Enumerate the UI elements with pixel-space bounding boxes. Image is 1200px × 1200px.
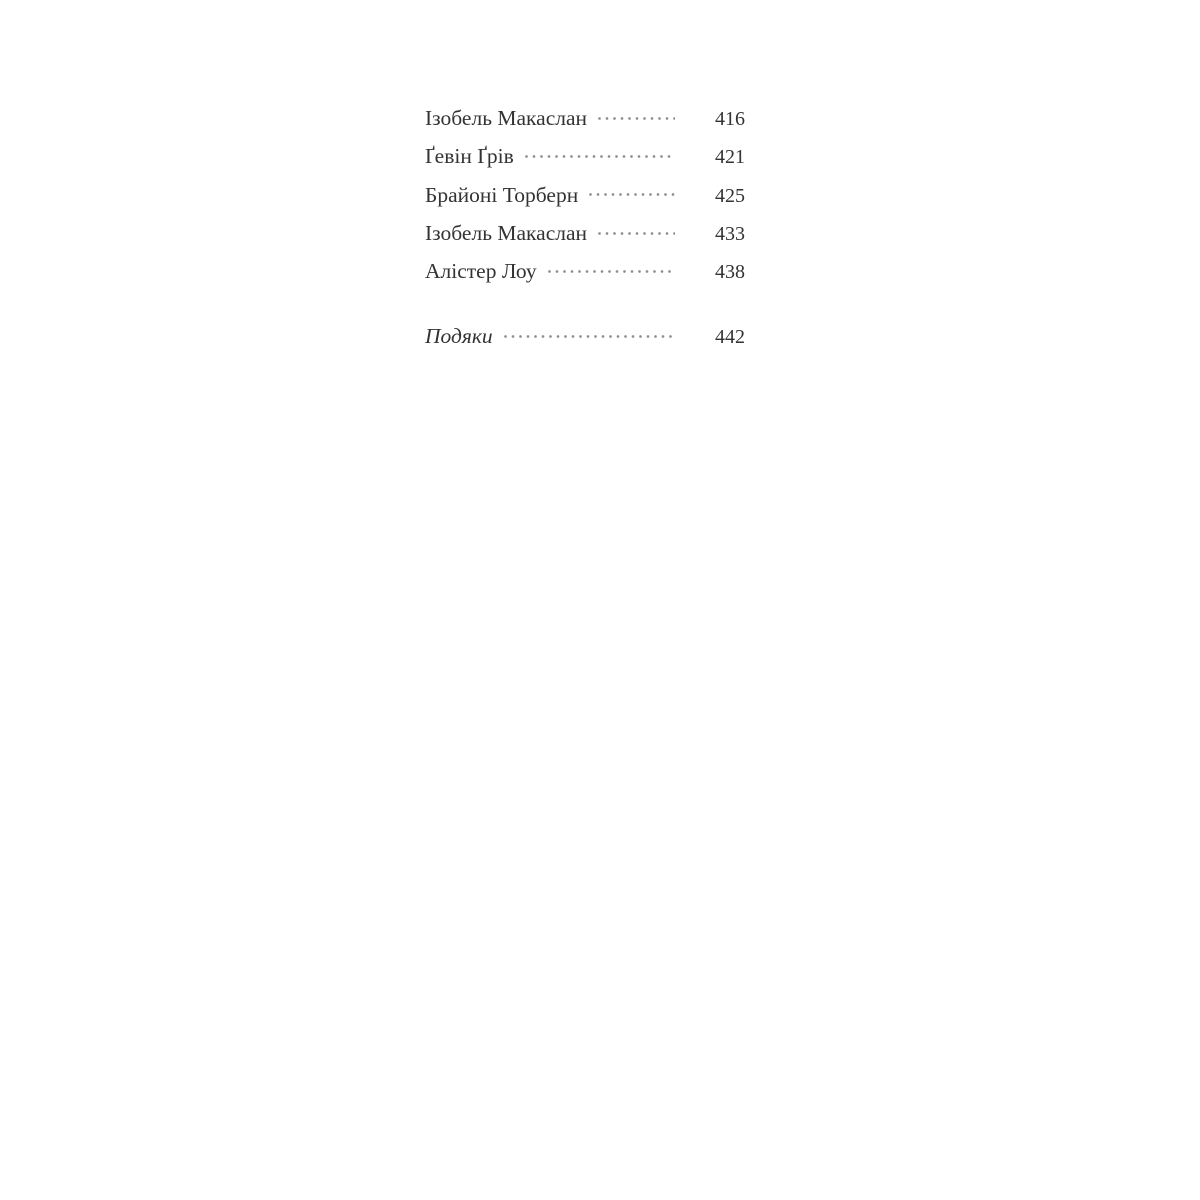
toc-page-number: 421: [715, 146, 745, 169]
toc-page-number: 425: [715, 184, 745, 207]
toc-page-number: 442: [715, 326, 745, 349]
toc-row: [425, 99, 745, 137]
dot-leader: [598, 232, 675, 235]
toc-entry-title: Брайоні Торберн: [425, 182, 579, 207]
toc-page-number: 433: [715, 222, 745, 245]
toc-row-acknowledgements: [425, 317, 745, 355]
toc-entry-title: Ґевін Ґрів: [425, 144, 514, 169]
toc-row: [425, 176, 745, 214]
toc-page-number: 438: [715, 261, 745, 284]
toc-entry-title: Ізобель Макаслан: [425, 106, 588, 130]
toc-entry-title: Алістер Лоу: [425, 259, 537, 284]
dot-leader: [589, 193, 675, 196]
dot-leader: [548, 270, 675, 273]
toc-row: [425, 137, 745, 175]
toc-row: [425, 214, 745, 252]
dot-leader: [598, 117, 675, 120]
toc-entry-title: Подяки: [425, 324, 493, 349]
toc-row: [425, 252, 745, 290]
toc-page-number: 416: [715, 108, 745, 130]
section-gap: [425, 290, 745, 317]
dot-leader: [504, 335, 675, 338]
dot-leader: [525, 155, 675, 158]
table-of-contents: [425, 99, 745, 356]
toc-entry-title: Ізобель Макаслан: [425, 220, 588, 245]
